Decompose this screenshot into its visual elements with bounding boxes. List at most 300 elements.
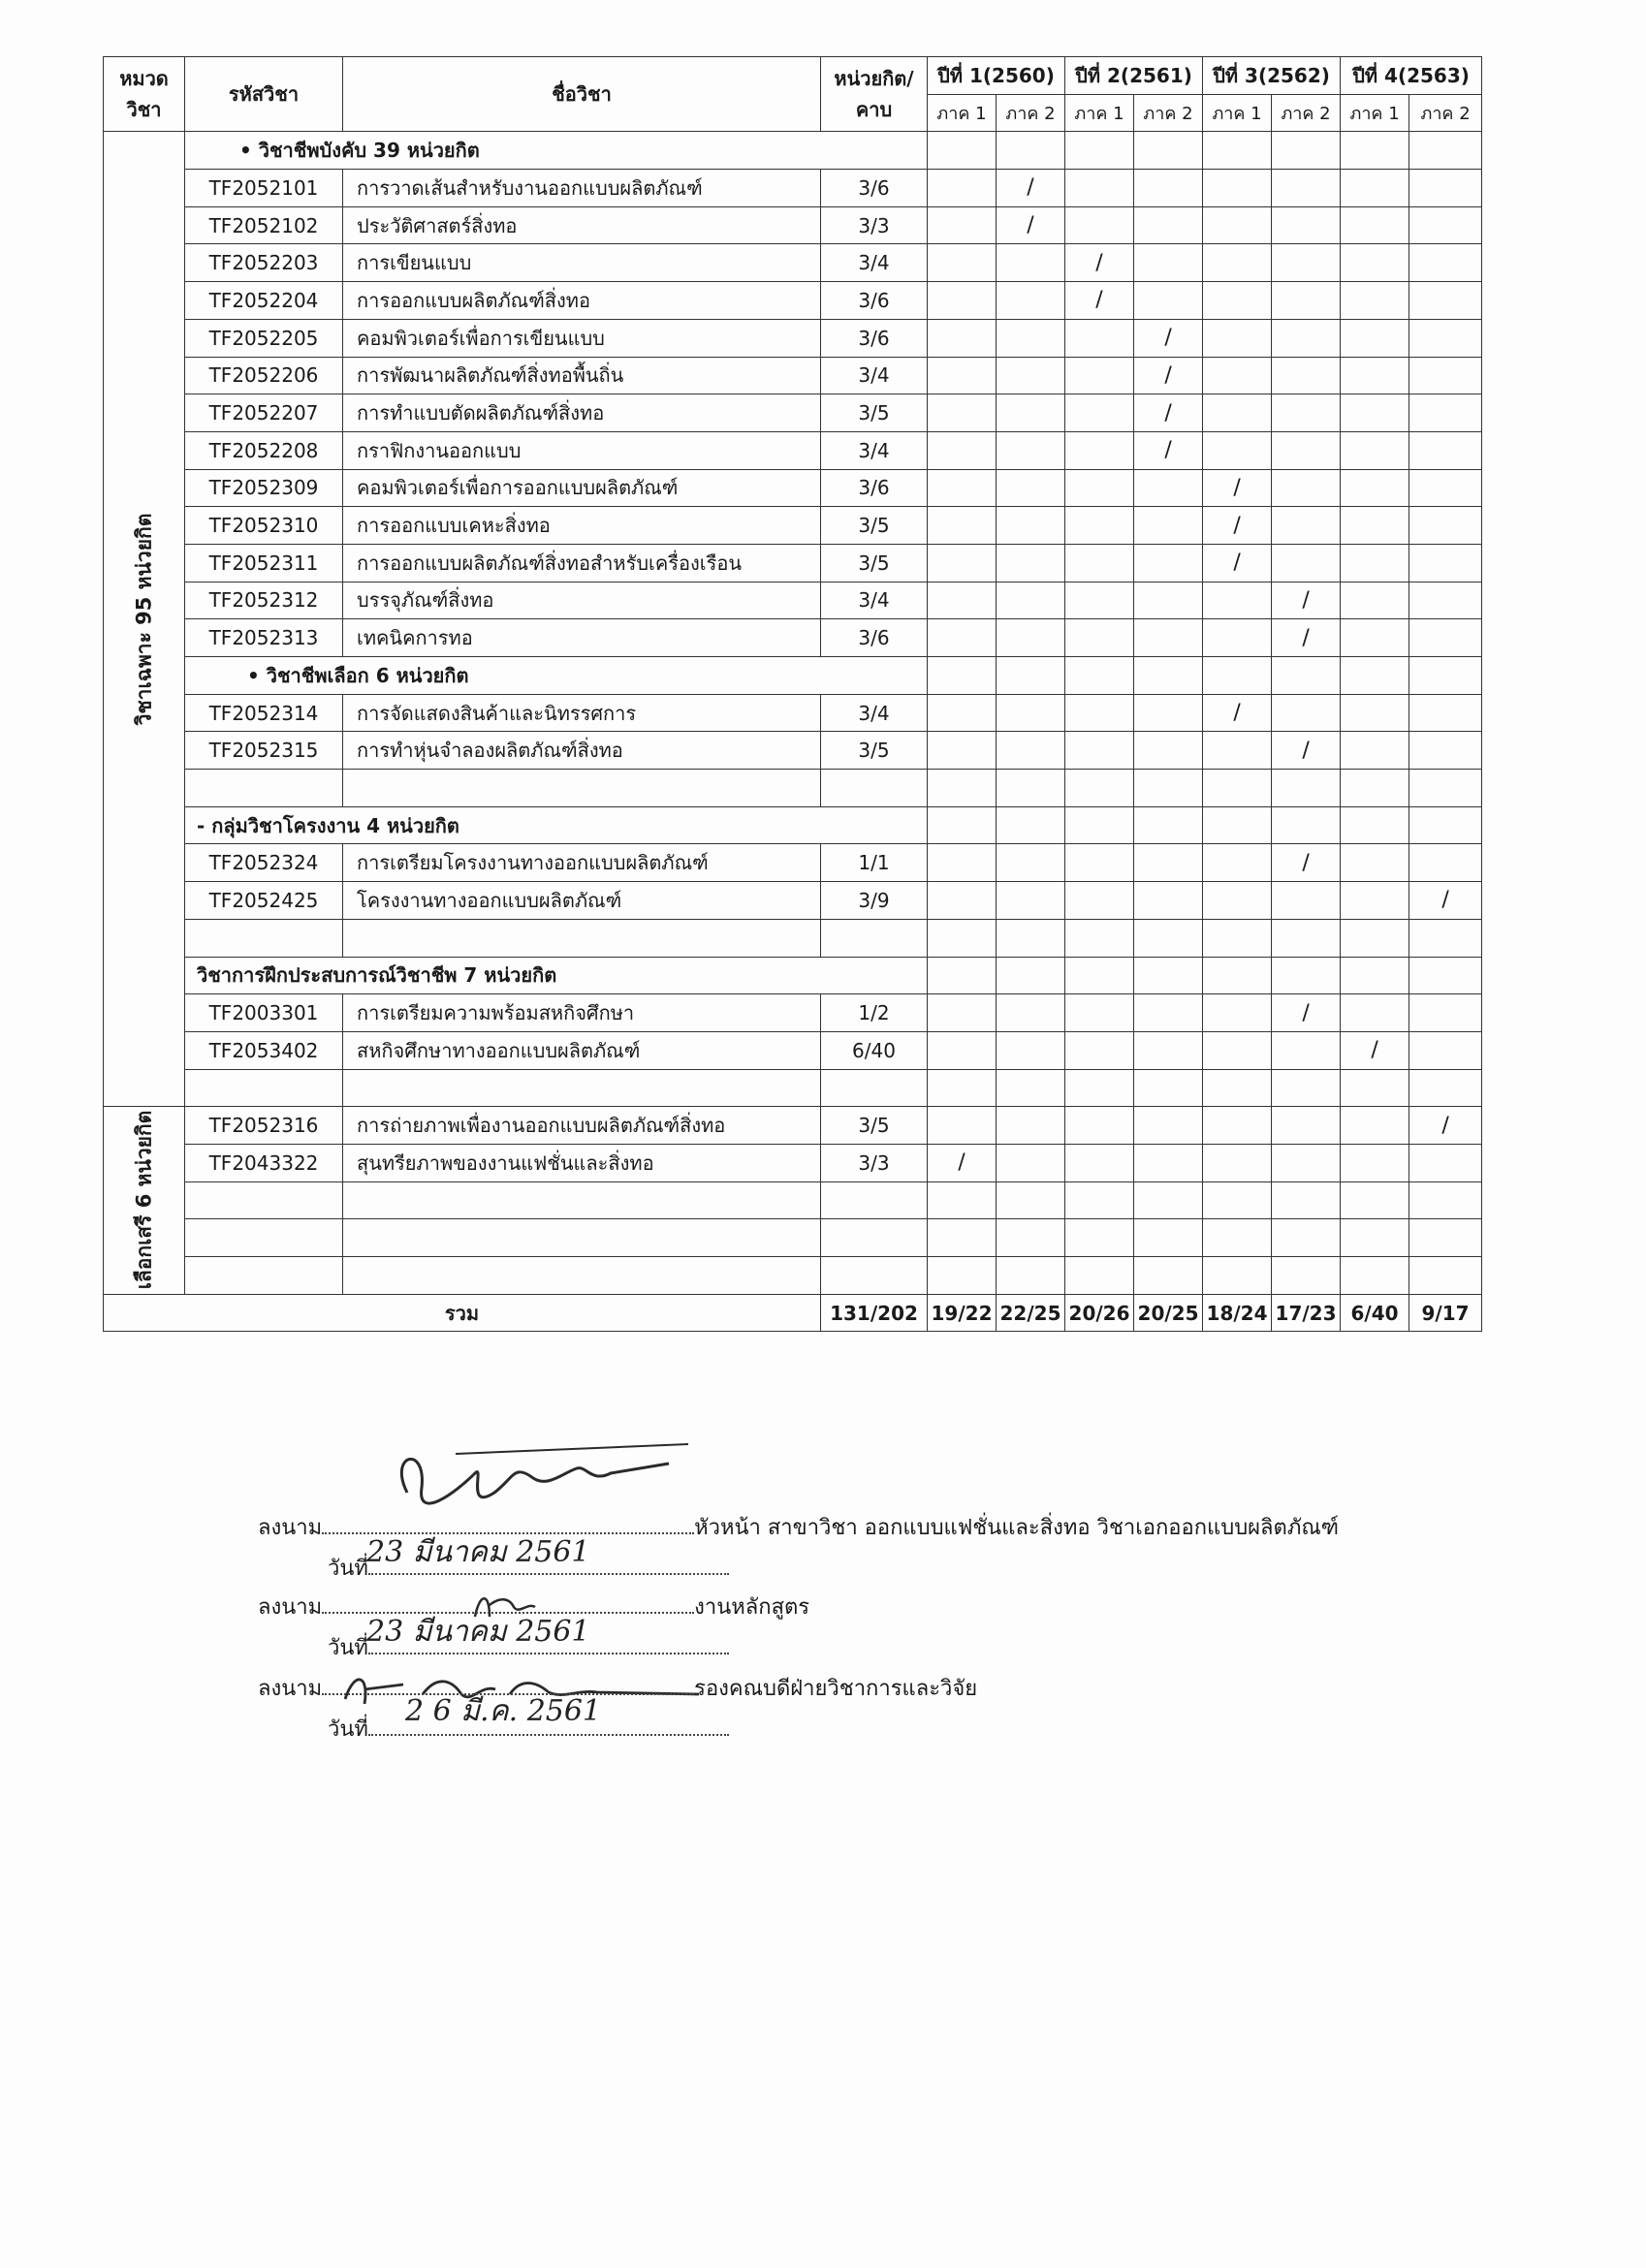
course-code: TF2052313: [185, 619, 343, 657]
total-label: รวม: [104, 1294, 821, 1332]
total-term: 9/17: [1409, 1294, 1482, 1332]
table-row: [104, 994, 1482, 1032]
term-cell: [1409, 657, 1482, 695]
term-cell: [1134, 806, 1203, 844]
term-cell: [1203, 882, 1272, 920]
term-cell: [1203, 394, 1272, 432]
term-cell: [1134, 957, 1203, 994]
table-row: [104, 882, 1482, 920]
date-line-3: [328, 1712, 729, 1746]
empty-cell: [1272, 1257, 1341, 1295]
term-cell: [1272, 806, 1341, 844]
header-term: ภาค 2: [1134, 94, 1203, 132]
section-heading: • วิชาชีพเลือก 6 หน่วยกิต: [185, 657, 928, 695]
table-row: [104, 1031, 1482, 1069]
term-cell: [1272, 394, 1341, 432]
course-code: TF2052425: [185, 882, 343, 920]
course-credits: 3/6: [821, 282, 928, 320]
total-term: 18/24: [1203, 1294, 1272, 1332]
term-cell: [1341, 507, 1409, 545]
empty-cell: [997, 1069, 1065, 1107]
empty-cell: [1409, 919, 1482, 957]
header-year-1: ปีที่ 1(2560): [928, 57, 1065, 95]
term-mark: /: [1272, 582, 1341, 619]
term-cell: [997, 844, 1065, 882]
empty-cell: [821, 1181, 928, 1219]
course-name: การทำแบบตัดผลิตภัณฑ์สิ่งทอ: [343, 394, 821, 432]
term-cell: [1065, 732, 1134, 770]
total-term: 19/22: [928, 1294, 997, 1332]
term-cell: [1272, 357, 1341, 394]
term-cell: [928, 1031, 997, 1069]
empty-cell: [1134, 1181, 1203, 1219]
course-code: TF2053402: [185, 1031, 343, 1069]
total-term: 17/23: [1272, 1294, 1341, 1332]
term-cell: [1272, 206, 1341, 244]
empty-cell: [821, 770, 928, 807]
term-cell: [997, 1031, 1065, 1069]
course-name: บรรจุภัณฑ์สิ่งทอ: [343, 582, 821, 619]
course-name: การถ่ายภาพเพื่องานออกแบบผลิตภัณฑ์สิ่งทอ: [343, 1107, 821, 1145]
term-mark: /: [997, 206, 1065, 244]
term-cell: [1409, 844, 1482, 882]
term-cell: [1341, 994, 1409, 1032]
term-cell: [928, 507, 997, 545]
term-cell: [1134, 1031, 1203, 1069]
term-cell: [1341, 882, 1409, 920]
table-row: [104, 357, 1482, 394]
section-row: [104, 132, 1482, 170]
term-cell: [1409, 1031, 1482, 1069]
empty-cell: [1341, 770, 1409, 807]
empty-cell: [343, 1181, 821, 1219]
term-cell: [928, 582, 997, 619]
total-row: [104, 1294, 1482, 1332]
total-term: 20/25: [1134, 1294, 1203, 1332]
empty-cell: [1272, 770, 1341, 807]
term-cell: [1409, 431, 1482, 469]
total-credits: 131/202: [821, 1294, 928, 1332]
course-credits: 3/3: [821, 206, 928, 244]
empty-cell: [1409, 1069, 1482, 1107]
signature-2-icon: [465, 1588, 543, 1626]
term-mark: /: [1134, 319, 1203, 357]
section-heading: - กลุ่มวิชาโครงงาน 4 หน่วยกิต: [185, 806, 928, 844]
term-cell: [1409, 244, 1482, 282]
term-cell: [1134, 132, 1203, 170]
term-mark: /: [1065, 244, 1134, 282]
term-cell: [1203, 994, 1272, 1032]
term-cell: [1409, 1144, 1482, 1181]
term-cell: [1341, 544, 1409, 582]
term-mark: /: [1203, 544, 1272, 582]
term-cell: [1065, 619, 1134, 657]
course-credits: 3/3: [821, 1144, 928, 1181]
signature-line-3: [258, 1671, 977, 1705]
empty-cell: [1134, 1219, 1203, 1257]
term-cell: [1341, 132, 1409, 170]
course-credits: 6/40: [821, 1031, 928, 1069]
term-mark: /: [928, 1144, 997, 1181]
term-cell: [997, 132, 1065, 170]
empty-cell: [185, 770, 343, 807]
term-cell: [1341, 1107, 1409, 1145]
term-cell: [997, 469, 1065, 507]
table-row: [104, 244, 1482, 282]
term-cell: [1272, 694, 1341, 732]
course-credits: 3/5: [821, 1107, 928, 1145]
date-1: 23 มีนาคม 2561: [366, 1535, 590, 1569]
term-cell: [1065, 1107, 1134, 1145]
term-cell: [1134, 694, 1203, 732]
role-2: งานหลักสูตร: [694, 1595, 810, 1620]
group-elective-label: [104, 1107, 185, 1294]
signature-1-icon: [368, 1434, 717, 1531]
date-line-1: [328, 1551, 729, 1585]
empty-cell: [928, 1069, 997, 1107]
term-mark: /: [1409, 882, 1482, 920]
term-cell: [997, 582, 1065, 619]
table-row: [104, 1069, 1482, 1107]
header-term: ภาค 1: [928, 94, 997, 132]
term-cell: [1409, 282, 1482, 320]
term-mark: /: [1203, 469, 1272, 507]
course-credits: 3/5: [821, 507, 928, 545]
course-credits: 3/6: [821, 170, 928, 207]
term-cell: [997, 544, 1065, 582]
term-mark: /: [997, 170, 1065, 207]
course-name: คอมพิวเตอร์เพื่อการเขียนแบบ: [343, 319, 821, 357]
course-name: คอมพิวเตอร์เพื่อการออกแบบผลิตภัณฑ์: [343, 469, 821, 507]
term-cell: [997, 994, 1065, 1032]
term-cell: [1341, 844, 1409, 882]
empty-cell: [821, 1219, 928, 1257]
course-name: การเตรียมความพร้อมสหกิจศึกษา: [343, 994, 821, 1032]
term-cell: [1065, 994, 1134, 1032]
course-code: TF2003301: [185, 994, 343, 1032]
term-cell: [1065, 1031, 1134, 1069]
term-cell: [997, 694, 1065, 732]
header-name: ชื่อวิชา: [343, 57, 821, 132]
table-row: [104, 844, 1482, 882]
term-cell: [997, 732, 1065, 770]
course-credits: 1/2: [821, 994, 928, 1032]
course-name: การออกแบบผลิตภัณฑ์สิ่งทอสำหรับเครื่องเรือน: [343, 544, 821, 582]
role-3: รองคณบดีฝ่ายวิชาการและวิจัย: [694, 1677, 978, 1701]
empty-cell: [1409, 1181, 1482, 1219]
term-cell: [928, 806, 997, 844]
term-cell: [1065, 957, 1134, 994]
term-cell: [928, 619, 997, 657]
empty-cell: [1409, 1219, 1482, 1257]
term-cell: [1134, 469, 1203, 507]
term-cell: [1203, 132, 1272, 170]
empty-cell: [928, 1219, 997, 1257]
empty-cell: [1272, 1219, 1341, 1257]
course-credits: 3/4: [821, 694, 928, 732]
term-cell: [1134, 732, 1203, 770]
term-cell: [1341, 357, 1409, 394]
term-cell: [928, 994, 997, 1032]
term-cell: [1065, 806, 1134, 844]
term-cell: [1065, 544, 1134, 582]
table-row: [104, 1107, 1482, 1145]
course-code: TF2052309: [185, 469, 343, 507]
term-cell: [1341, 1144, 1409, 1181]
term-cell: [1203, 319, 1272, 357]
term-cell: [1341, 806, 1409, 844]
term-cell: [1203, 619, 1272, 657]
term-cell: [1065, 394, 1134, 432]
header-term: ภาค 1: [1203, 94, 1272, 132]
empty-cell: [343, 770, 821, 807]
term-cell: [997, 1107, 1065, 1145]
term-cell: [1409, 806, 1482, 844]
term-cell: [1134, 582, 1203, 619]
empty-cell: [1341, 1219, 1409, 1257]
term-cell: [1065, 582, 1134, 619]
term-mark: /: [1272, 732, 1341, 770]
term-cell: [1409, 582, 1482, 619]
section-row: [104, 657, 1482, 695]
term-cell: [1341, 206, 1409, 244]
empty-cell: [1341, 919, 1409, 957]
table-row: [104, 544, 1482, 582]
term-mark: /: [1341, 1031, 1409, 1069]
term-cell: [1065, 844, 1134, 882]
curriculum-plan-table: [103, 56, 1482, 1332]
term-cell: [1341, 431, 1409, 469]
header-term: ภาค 2: [997, 94, 1065, 132]
signature-line-2: [258, 1590, 809, 1623]
term-cell: [1409, 544, 1482, 582]
term-cell: [1065, 469, 1134, 507]
term-cell: [997, 507, 1065, 545]
term-cell: [1341, 394, 1409, 432]
empty-cell: [821, 1069, 928, 1107]
course-code: TF2052208: [185, 431, 343, 469]
term-mark: /: [1409, 1107, 1482, 1145]
empty-cell: [343, 1219, 821, 1257]
sign-label: ลงนาม: [258, 1677, 323, 1701]
term-cell: [1341, 469, 1409, 507]
empty-cell: [185, 1069, 343, 1107]
term-cell: [1134, 282, 1203, 320]
term-cell: [928, 132, 997, 170]
term-cell: [1272, 469, 1341, 507]
date-3: 2 6 มี.ค. 2561: [405, 1694, 602, 1728]
term-cell: [997, 282, 1065, 320]
term-mark: /: [1134, 394, 1203, 432]
table-row: [104, 431, 1482, 469]
table-row: [104, 507, 1482, 545]
course-name: การเตรียมโครงงานทางออกแบบผลิตภัณฑ์: [343, 844, 821, 882]
term-cell: [997, 431, 1065, 469]
table-row: [104, 394, 1482, 432]
term-cell: [1272, 957, 1341, 994]
term-cell: [928, 357, 997, 394]
header-term: ภาค 1: [1341, 94, 1409, 132]
term-mark: /: [1272, 994, 1341, 1032]
term-cell: [1065, 882, 1134, 920]
course-code: TF2052205: [185, 319, 343, 357]
course-name: การพัฒนาผลิตภัณฑ์สิ่งทอพื้นถิ่น: [343, 357, 821, 394]
course-code: TF2043322: [185, 1144, 343, 1181]
term-mark: /: [1134, 357, 1203, 394]
term-cell: [1134, 844, 1203, 882]
table-row: [104, 1257, 1482, 1295]
course-credits: 3/9: [821, 882, 928, 920]
term-cell: [928, 244, 997, 282]
date-2: 23 มีนาคม 2561: [366, 1615, 590, 1649]
term-cell: [1203, 1107, 1272, 1145]
empty-cell: [821, 919, 928, 957]
term-cell: [1065, 1144, 1134, 1181]
term-cell: [1203, 431, 1272, 469]
course-credits: 3/4: [821, 582, 928, 619]
term-cell: [1203, 170, 1272, 207]
total-term: 20/26: [1065, 1294, 1134, 1332]
term-cell: [928, 394, 997, 432]
term-cell: [928, 319, 997, 357]
term-cell: [1341, 170, 1409, 207]
table-row: [104, 170, 1482, 207]
course-credits: 1/1: [821, 844, 928, 882]
term-cell: [1134, 619, 1203, 657]
table-row: [104, 770, 1482, 807]
term-cell: [1203, 282, 1272, 320]
term-cell: [997, 657, 1065, 695]
empty-cell: [1341, 1069, 1409, 1107]
term-cell: [1409, 694, 1482, 732]
empty-cell: [928, 770, 997, 807]
empty-cell: [997, 1257, 1065, 1295]
term-cell: [1409, 132, 1482, 170]
term-cell: [1134, 657, 1203, 695]
empty-cell: [1203, 1257, 1272, 1295]
term-cell: [1203, 806, 1272, 844]
empty-cell: [1409, 770, 1482, 807]
term-mark: /: [1272, 844, 1341, 882]
term-cell: [928, 1107, 997, 1145]
signature-line-1: [258, 1510, 1339, 1544]
header-year-3: ปีที่ 3(2562): [1203, 57, 1341, 95]
term-cell: [1409, 507, 1482, 545]
term-cell: [1409, 619, 1482, 657]
empty-cell: [1203, 1181, 1272, 1219]
empty-cell: [343, 1069, 821, 1107]
term-mark: /: [1203, 507, 1272, 545]
empty-cell: [1203, 1069, 1272, 1107]
course-name: เทคนิคการทอ: [343, 619, 821, 657]
table-header: [104, 57, 1482, 132]
term-mark: /: [1065, 282, 1134, 320]
course-credits: 3/5: [821, 544, 928, 582]
course-code: TF2052102: [185, 206, 343, 244]
course-name: การจัดแสดงสินค้าและนิทรรศการ: [343, 694, 821, 732]
course-code: TF2052324: [185, 844, 343, 882]
section-row: [104, 957, 1482, 994]
table-row: [104, 1219, 1482, 1257]
sign-label: ลงนาม: [258, 1516, 323, 1540]
term-cell: [1203, 1031, 1272, 1069]
course-code: TF2052316: [185, 1107, 343, 1145]
term-cell: [928, 732, 997, 770]
table-row: [104, 319, 1482, 357]
date-line-2: [328, 1630, 729, 1664]
course-code: TF2052315: [185, 732, 343, 770]
empty-cell: [1134, 1069, 1203, 1107]
course-credits: 3/5: [821, 732, 928, 770]
term-cell: [928, 694, 997, 732]
term-cell: [1409, 170, 1482, 207]
term-cell: [1134, 882, 1203, 920]
header-credits: หน่วยกิต/ คาบ: [821, 57, 928, 132]
term-cell: [1134, 1144, 1203, 1181]
term-cell: [1272, 882, 1341, 920]
term-cell: [928, 170, 997, 207]
term-cell: [1065, 507, 1134, 545]
term-cell: [1409, 994, 1482, 1032]
course-code: TF2052312: [185, 582, 343, 619]
term-cell: [1272, 282, 1341, 320]
term-cell: [1341, 619, 1409, 657]
course-code: TF2052206: [185, 357, 343, 394]
role-1: หัวหน้า สาขาวิชา ออกแบบแฟชั่นและสิ่งทอ วิชาเอกออกแบบผลิตภัณฑ์: [694, 1516, 1339, 1540]
term-cell: [1341, 282, 1409, 320]
header-term: ภาค 2: [1272, 94, 1341, 132]
term-cell: [1409, 957, 1482, 994]
empty-cell: [185, 1181, 343, 1219]
empty-cell: [343, 1257, 821, 1295]
header-term: ภาค 2: [1409, 94, 1482, 132]
empty-cell: [1065, 919, 1134, 957]
term-cell: [1272, 1144, 1341, 1181]
table-body: [104, 132, 1482, 1294]
table-row: [104, 1181, 1482, 1219]
term-cell: [1409, 469, 1482, 507]
term-cell: [1203, 844, 1272, 882]
table-row: [104, 582, 1482, 619]
term-cell: [1409, 319, 1482, 357]
empty-cell: [185, 1257, 343, 1295]
table-row: [104, 469, 1482, 507]
term-cell: [997, 319, 1065, 357]
term-cell: [1341, 582, 1409, 619]
empty-cell: [1203, 1219, 1272, 1257]
header-year-2: ปีที่ 2(2561): [1065, 57, 1203, 95]
empty-cell: [1134, 1257, 1203, 1295]
course-code: TF2052101: [185, 170, 343, 207]
term-cell: [1341, 694, 1409, 732]
term-cell: [1065, 170, 1134, 207]
empty-cell: [1272, 1181, 1341, 1219]
term-cell: [1341, 957, 1409, 994]
group-major-label: [104, 132, 185, 1107]
section-heading: • วิชาชีพบังคับ 39 หน่วยกิต: [185, 132, 928, 170]
signature-3-icon: [326, 1665, 713, 1714]
empty-cell: [1272, 919, 1341, 957]
term-cell: [928, 431, 997, 469]
term-cell: [928, 282, 997, 320]
sign-label: ลงนาม: [258, 1595, 323, 1620]
term-cell: [1134, 170, 1203, 207]
course-name: กราฟิกงานออกแบบ: [343, 431, 821, 469]
term-cell: [1272, 1107, 1341, 1145]
term-cell: [928, 469, 997, 507]
course-name: การออกแบบผลิตภัณฑ์สิ่งทอ: [343, 282, 821, 320]
empty-cell: [928, 1257, 997, 1295]
